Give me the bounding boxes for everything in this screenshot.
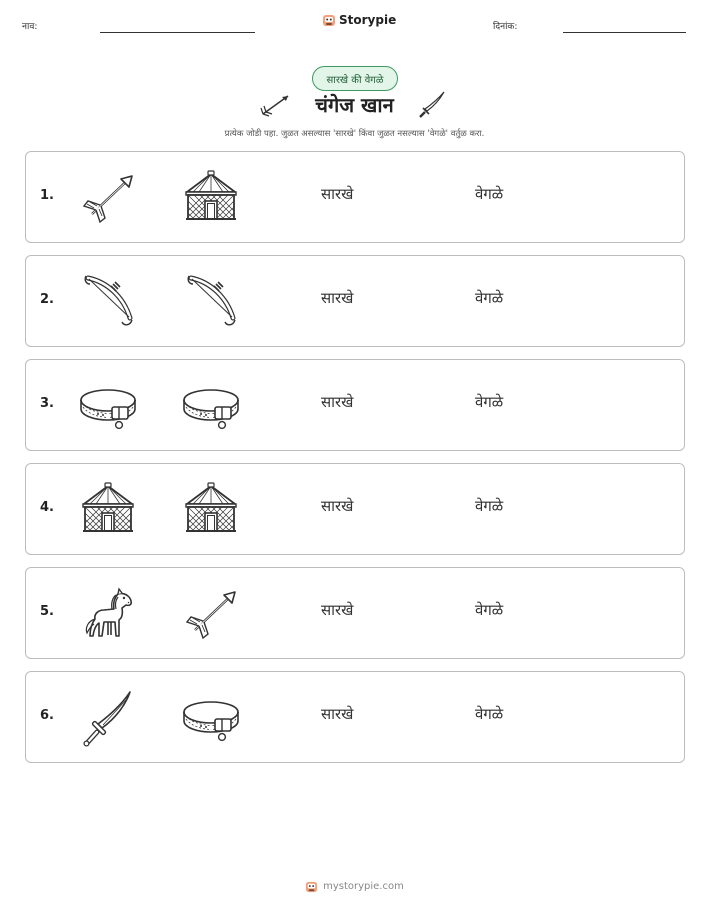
brand-logo bbox=[322, 13, 396, 27]
different-option[interactable]: वेगळे bbox=[475, 393, 504, 411]
same-option[interactable]: सारखे bbox=[321, 185, 354, 203]
bow-icon bbox=[181, 272, 241, 332]
date-label: दिनांक: bbox=[493, 22, 518, 32]
question-number: 3. bbox=[40, 396, 54, 411]
arrow-icon bbox=[78, 168, 138, 228]
question-number: 1. bbox=[40, 188, 54, 203]
right-picture bbox=[181, 168, 241, 228]
yurt-icon bbox=[181, 168, 241, 228]
question-number: 2. bbox=[40, 292, 54, 307]
different-option[interactable]: वेगळे bbox=[475, 601, 504, 619]
left-picture bbox=[78, 168, 138, 228]
footer bbox=[0, 880, 709, 893]
different-option[interactable]: वेगळे bbox=[475, 705, 504, 723]
left-picture bbox=[78, 688, 138, 748]
different-option[interactable]: वेगळे bbox=[475, 185, 504, 203]
question-number: 4. bbox=[40, 500, 54, 515]
worksheet-tag: सारखे की वेगळे bbox=[312, 66, 398, 91]
name-line[interactable] bbox=[100, 32, 255, 33]
belt-icon bbox=[78, 376, 138, 436]
question-row bbox=[25, 463, 685, 555]
question-row bbox=[25, 359, 685, 451]
right-picture bbox=[181, 480, 241, 540]
right-picture bbox=[181, 272, 241, 332]
left-picture bbox=[78, 376, 138, 436]
yurt-icon bbox=[78, 480, 138, 540]
yurt-icon bbox=[181, 480, 241, 540]
brand-name: Storypie bbox=[339, 13, 397, 27]
different-option[interactable]: वेगळे bbox=[475, 497, 504, 515]
same-option[interactable]: सारखे bbox=[321, 705, 354, 723]
question-number: 6. bbox=[40, 708, 54, 723]
page-title: चंगेज खान bbox=[315, 93, 394, 117]
right-picture bbox=[181, 688, 241, 748]
right-picture bbox=[181, 376, 241, 436]
storypie-mascot-icon bbox=[322, 13, 336, 27]
question-row bbox=[25, 255, 685, 347]
sword-icon bbox=[416, 89, 448, 121]
belt-icon bbox=[181, 688, 241, 748]
belt-icon bbox=[181, 376, 241, 436]
question-row bbox=[25, 151, 685, 243]
question-row bbox=[25, 567, 685, 659]
question-number: 5. bbox=[40, 604, 54, 619]
same-option[interactable]: सारखे bbox=[321, 497, 354, 515]
left-picture bbox=[78, 584, 138, 644]
date-line[interactable] bbox=[563, 32, 686, 33]
right-picture bbox=[181, 584, 241, 644]
footer-url[interactable]: mystorypie.com bbox=[323, 881, 404, 892]
horse-icon bbox=[78, 584, 138, 644]
instructions: प्रत्येक जोडी पहा. जुळत असल्यास 'सारखे' किंवा जुळत नसल्यास 'वेगळे' वर्तुळ करा. bbox=[224, 129, 485, 139]
bow-icon bbox=[78, 272, 138, 332]
different-option[interactable]: वेगळे bbox=[475, 289, 504, 307]
question-row bbox=[25, 671, 685, 763]
sword-icon bbox=[78, 688, 138, 748]
same-option[interactable]: सारखे bbox=[321, 601, 354, 619]
same-option[interactable]: सारखे bbox=[321, 289, 354, 307]
name-label: नाव: bbox=[22, 22, 38, 32]
storypie-mascot-icon bbox=[305, 880, 318, 893]
left-picture bbox=[78, 272, 138, 332]
left-picture bbox=[78, 480, 138, 540]
arrow-icon bbox=[181, 584, 241, 644]
same-option[interactable]: सारखे bbox=[321, 393, 354, 411]
